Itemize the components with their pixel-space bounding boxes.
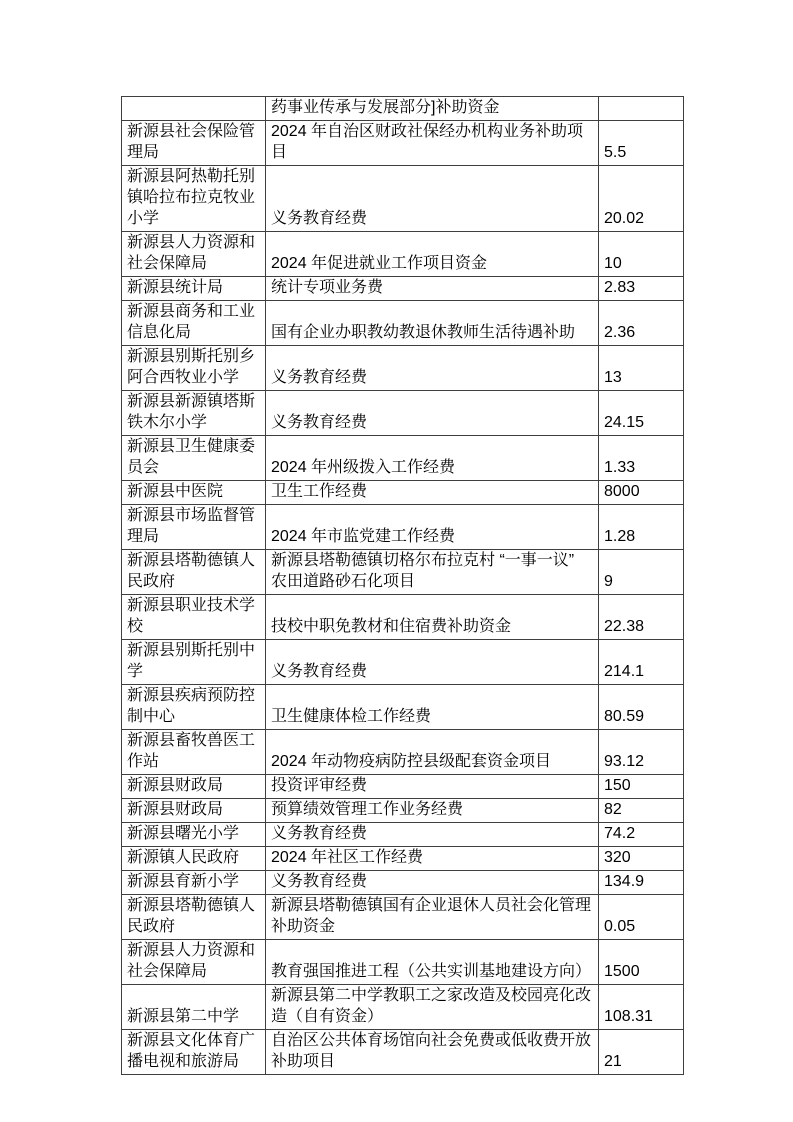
amount-cell: 150 xyxy=(599,775,684,799)
amount-cell: 13 xyxy=(599,346,684,391)
org-cell: 新源县职业技术学校 xyxy=(122,595,266,640)
funding-table xyxy=(121,96,684,1075)
amount-cell: 1.33 xyxy=(599,436,684,481)
table-row xyxy=(122,481,684,505)
table-row xyxy=(122,277,684,301)
project-cell: 义务教育经费 xyxy=(266,346,599,391)
project-cell: 投资评审经费 xyxy=(266,775,599,799)
project-cell: 2024 年社区工作经费 xyxy=(266,847,599,871)
org-cell: 新源县塔勒德镇人民政府 xyxy=(122,550,266,595)
amount-cell: 134.9 xyxy=(599,871,684,895)
table-row xyxy=(122,985,684,1030)
org-cell: 新源县别斯托别乡阿合西牧业小学 xyxy=(122,346,266,391)
org-cell: 新源县文化体育广播电视和旅游局 xyxy=(122,1030,266,1075)
org-cell: 新源县统计局 xyxy=(122,277,266,301)
project-cell: 义务教育经费 xyxy=(266,823,599,847)
amount-cell xyxy=(599,97,684,121)
org-cell: 新源县塔勒德镇人民政府 xyxy=(122,895,266,940)
table-row xyxy=(122,97,684,121)
table-row xyxy=(122,301,684,346)
org-cell: 新源县市场监督管理局 xyxy=(122,505,266,550)
amount-cell: 1500 xyxy=(599,940,684,985)
project-cell: 自治区公共体育场馆向社会免费或低收费开放补助项目 xyxy=(266,1030,599,1075)
table-row xyxy=(122,595,684,640)
table-row xyxy=(122,847,684,871)
table-row xyxy=(122,391,684,436)
org-cell: 新源县第二中学 xyxy=(122,985,266,1030)
amount-cell: 2.36 xyxy=(599,301,684,346)
table-row xyxy=(122,436,684,481)
table-row xyxy=(122,505,684,550)
org-cell: 新源县曙光小学 xyxy=(122,823,266,847)
project-cell: 2024 年促进就业工作项目资金 xyxy=(266,232,599,277)
amount-cell: 9 xyxy=(599,550,684,595)
project-cell: 卫生工作经费 xyxy=(266,481,599,505)
project-cell: 新源县塔勒德镇切格尔布拉克村 “一事一议” 农田道路砂石化项目 xyxy=(266,550,599,595)
project-cell: 义务教育经费 xyxy=(266,166,599,232)
table-row xyxy=(122,550,684,595)
org-cell: 新源县财政局 xyxy=(122,799,266,823)
org-cell: 新源镇人民政府 xyxy=(122,847,266,871)
amount-cell: 21 xyxy=(599,1030,684,1075)
project-cell: 技校中职免教材和住宿费补助资金 xyxy=(266,595,599,640)
project-cell: 统计专项业务费 xyxy=(266,277,599,301)
table-row xyxy=(122,232,684,277)
table-row xyxy=(122,1030,684,1075)
amount-cell: 10 xyxy=(599,232,684,277)
amount-cell: 82 xyxy=(599,799,684,823)
amount-cell: 0.05 xyxy=(599,895,684,940)
amount-cell: 320 xyxy=(599,847,684,871)
project-cell: 药事业传承与发展部分]补助资金 xyxy=(266,97,599,121)
project-cell: 新源县塔勒德镇国有企业退休人员社会化管理补助资金 xyxy=(266,895,599,940)
org-cell: 新源县畜牧兽医工作站 xyxy=(122,730,266,775)
project-cell: 预算绩效管理工作业务经费 xyxy=(266,799,599,823)
amount-cell: 5.5 xyxy=(599,121,684,166)
amount-cell: 214.1 xyxy=(599,640,684,685)
table-row xyxy=(122,685,684,730)
project-cell: 新源县第二中学教职工之家改造及校园亮化改造（自有资金） xyxy=(266,985,599,1030)
table-row xyxy=(122,121,684,166)
org-cell: 新源县人力资源和社会保障局 xyxy=(122,232,266,277)
org-cell: 新源县商务和工业信息化局 xyxy=(122,301,266,346)
project-cell: 国有企业办职教幼教退休教师生活待遇补助 xyxy=(266,301,599,346)
table-row xyxy=(122,799,684,823)
table-row xyxy=(122,730,684,775)
table-row xyxy=(122,940,684,985)
org-cell: 新源县社会保险管理局 xyxy=(122,121,266,166)
org-cell xyxy=(122,97,266,121)
org-cell: 新源县阿热勒托别镇哈拉布拉克牧业小学 xyxy=(122,166,266,232)
amount-cell: 8000 xyxy=(599,481,684,505)
org-cell: 新源县人力资源和社会保障局 xyxy=(122,940,266,985)
amount-cell: 80.59 xyxy=(599,685,684,730)
project-cell: 义务教育经费 xyxy=(266,391,599,436)
project-cell: 2024 年自治区财政社保经办机构业务补助项目 xyxy=(266,121,599,166)
amount-cell: 2.83 xyxy=(599,277,684,301)
table-row xyxy=(122,166,684,232)
org-cell: 新源县育新小学 xyxy=(122,871,266,895)
project-cell: 义务教育经费 xyxy=(266,871,599,895)
amount-cell: 93.12 xyxy=(599,730,684,775)
project-cell: 2024 年市监党建工作经费 xyxy=(266,505,599,550)
amount-cell: 108.31 xyxy=(599,985,684,1030)
project-cell: 2024 年动物疫病防控县级配套资金项目 xyxy=(266,730,599,775)
org-cell: 新源县财政局 xyxy=(122,775,266,799)
table-row xyxy=(122,346,684,391)
project-cell: 卫生健康体检工作经费 xyxy=(266,685,599,730)
project-cell: 2024 年州级拨入工作经费 xyxy=(266,436,599,481)
amount-cell: 1.28 xyxy=(599,505,684,550)
project-cell: 教育强国推进工程（公共实训基地建设方向） xyxy=(266,940,599,985)
org-cell: 新源县新源镇塔斯铁木尔小学 xyxy=(122,391,266,436)
org-cell: 新源县卫生健康委员会 xyxy=(122,436,266,481)
table-row xyxy=(122,895,684,940)
table-row xyxy=(122,640,684,685)
funding-table-body xyxy=(122,97,684,1075)
project-cell: 义务教育经费 xyxy=(266,640,599,685)
table-row xyxy=(122,775,684,799)
amount-cell: 24.15 xyxy=(599,391,684,436)
amount-cell: 22.38 xyxy=(599,595,684,640)
amount-cell: 74.2 xyxy=(599,823,684,847)
table-row xyxy=(122,871,684,895)
org-cell: 新源县疾病预防控制中心 xyxy=(122,685,266,730)
table-row xyxy=(122,823,684,847)
amount-cell: 20.02 xyxy=(599,166,684,232)
org-cell: 新源县别斯托别中学 xyxy=(122,640,266,685)
org-cell: 新源县中医院 xyxy=(122,481,266,505)
